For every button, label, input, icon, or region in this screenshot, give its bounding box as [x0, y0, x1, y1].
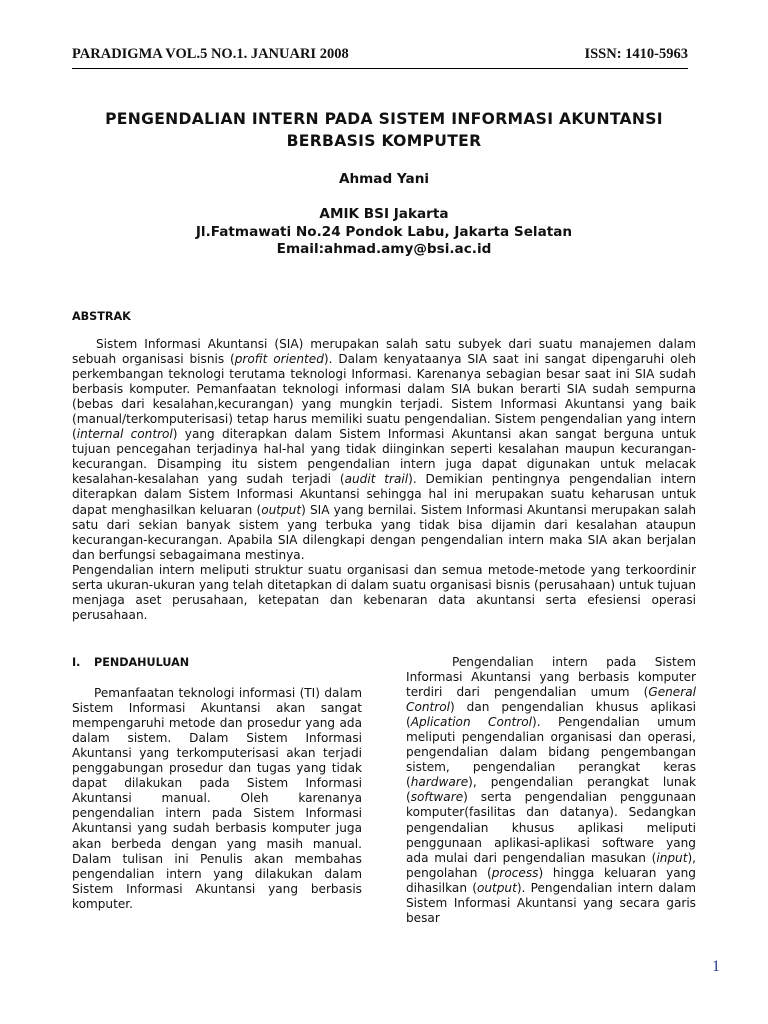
abstract-paragraph-1	[72, 337, 696, 563]
text-run: ). Dalam kenyataanya SIA saat ini sangat dipengaruhi oleh perkembangan teknologi terutama teknologi Informasi. Karenanya sebagian besar saat ini SIA sudah berbasis komputer. Pemanfaatan teknologi informasi dalam SIA bukan berarti SIA sudah sempurna (bebas dari kesalahan,kecurangan) yang mungkin terjadi. Sistem Informasi Akuntansi yang baik (manual/terkomputerisasi) tetap harus memiliki suatu pengendalian. Sistem pengendalian yang intern (	[72, 352, 696, 442]
italic-term: process	[491, 865, 539, 880]
right-column	[406, 655, 696, 926]
italic-term: audit trail	[344, 472, 409, 487]
text-run: ) serta pengendalian penggunaan komputer(fasilitas dan datanya). Sedangkan pengendalian khusus aplikasi meliputi penggunaan aplikasi-aplikasi software yang ada mulai dari pengendalian masukan (	[406, 790, 696, 865]
text-run: Pengendalian intern pada Sistem Informasi Akuntansi yang berbasis komputer terdiri dari pengendalian umum (	[406, 655, 696, 700]
text-run: ) hingga keluaran yang dihasilkan (	[406, 865, 696, 895]
running-header	[72, 46, 688, 63]
italic-term: Aplication Control	[410, 715, 533, 730]
title-line-2: BERBASIS KOMPUTER	[286, 132, 482, 150]
title-line-1: PENGENDALIAN INTERN PADA SISTEM INFORMASI AKUNTANSI	[105, 110, 663, 128]
paper-title	[60, 108, 708, 152]
italic-term: profit oriented	[234, 352, 324, 367]
journal-name: PARADIGMA VOL.5 NO.1. JANUARI 2008	[72, 46, 349, 62]
email: Email:ahmad.amy@bsi.ac.id	[276, 241, 492, 257]
affiliation	[0, 206, 768, 259]
italic-term: software	[410, 790, 464, 805]
italic-term: input	[656, 850, 688, 865]
author-name: Ahmad Yani	[338, 171, 430, 187]
italic-term: output	[476, 880, 517, 895]
issn: ISSN: 1410-5963	[584, 46, 688, 62]
italic-term: hardware	[410, 775, 469, 790]
text-run: ). Demikian pentingnya pengendalian intern diterapkan dalam Sistem Informasi Akuntansi sehingga hal ini merupakan suatu keharusan untuk dapat menghasilkan keluaran (	[72, 472, 696, 517]
left-column	[72, 655, 362, 912]
right-column-paragraph	[406, 655, 696, 926]
institution: AMIK BSI Jakarta	[319, 206, 449, 222]
text-run: ) SIA yang bernilai. Sistem Informasi Akuntansi merupakan salah satu dari sekian banyak sistem yang terbuka yang tidak bisa dijamin dari kesalahan ataupun kecurangan-kecurangan. Apabila SIA dilengkapi dengan pengendalian intern maka SIA akan berjalan dan berfungsi sebagaimana mestinya.	[72, 502, 697, 562]
section-number: I.	[72, 656, 81, 669]
abstract-paragraph-2: Pengendalian intern meliputi struktur suatu organisasi dan semua metode-metode yang terkoordinir serta ukuran-ukuran yang telah ditetapkan di dalam suatu organisasi bisnis (perusahaan) untuk tujuan menjaga aset perusahaan, ketepatan dan kebenaran data akuntansi serta efesiensi operasi perusahaan.	[72, 562, 696, 622]
text-run: ) dan pengendalian khusus aplikasi (	[406, 700, 696, 730]
header-rule	[72, 68, 688, 69]
abstract-heading: ABSTRAK	[72, 310, 131, 323]
section-title: PENDAHULUAN	[94, 656, 190, 669]
address: Jl.Fatmawati No.24 Pondok Labu, Jakarta Selatan	[195, 223, 573, 240]
italic-term: internal control	[76, 427, 173, 442]
intro-paragraph: Pemanfaatan teknologi informasi (TI) dalam Sistem Informasi Akuntansi akan sangat mempengaruhi metode dan prosedur yang ada dalam sistem. Dalam Sistem Informasi Akuntansi yang terkomputerisasi akan terjadi penggabungan prosedur dan tugas yang tidak dapat dilakukan pada Sistem Informasi Akuntansi manual. Oleh karenanya pengendalian intern pada Sistem Informasi Akuntansi yang sudah berbasis komputer juga akan berbeda dengan yang masih manual. Dalam tulisan ini Penulis akan membahas pengendalian intern yang dilakukan dalam Sistem Informasi Akuntansi yang berbasis komputer.	[72, 686, 362, 911]
abstract-body	[72, 337, 696, 623]
italic-term: output	[261, 502, 302, 517]
text-run: ), pengolahan (	[406, 850, 696, 880]
text-run: ). Pengendalian umum meliputi pengendalian organisasi dan operasi, pengendalian dalam bidang pengembangan sistem, pengendalian perangkat keras (	[406, 715, 696, 790]
section-heading	[72, 655, 362, 670]
text-run: ). Pengendalian intern dalam Sistem Informasi Akuntansi yang secara garis besar	[406, 880, 696, 925]
text-run: ), pengendalian perangkat lunak (	[406, 775, 696, 805]
text-run: Sistem Informasi Akuntansi (SIA) merupakan salah satu subyek dari suatu manajemen dalam sebuah organisasi bisnis (	[72, 337, 696, 367]
text-run: ) yang diterapkan dalam Sistem Informasi Akuntansi akan sangat berguna untuk tujuan pencegahan terjadinya hal-hal yang tidak diinginkan seperti kesalahan maupun kecurangan-kecurangan. Disamping itu sistem pengendalian intern juga dapat digunakan untuk melacak kesalahan-kesalahan yang sudah terjadi (	[72, 427, 696, 487]
page-number: 1	[712, 958, 720, 975]
italic-term: General Control	[406, 685, 696, 715]
